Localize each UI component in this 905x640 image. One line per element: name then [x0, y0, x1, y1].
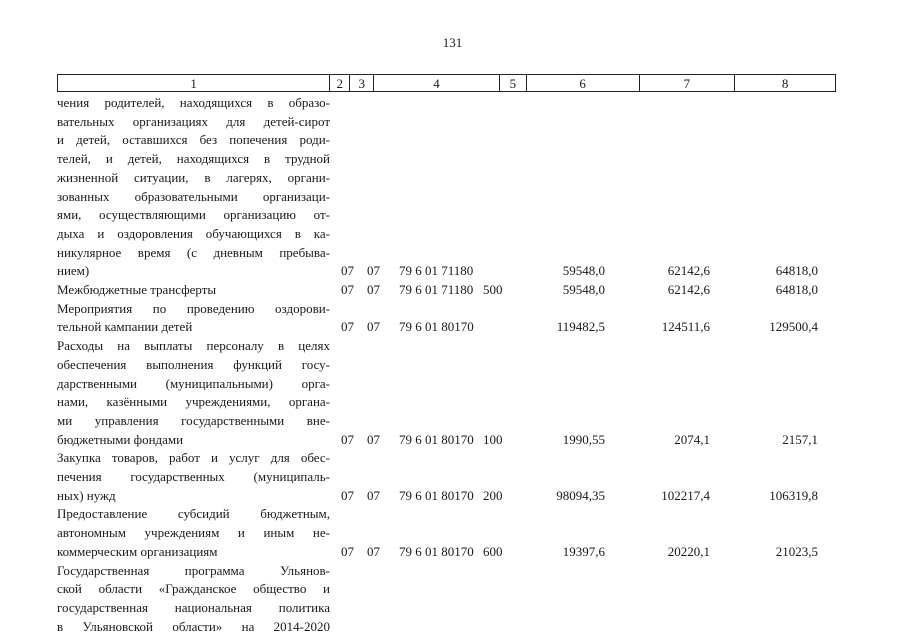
column-header-4: 4 — [374, 75, 500, 91]
table-row — [57, 94, 847, 281]
description-line: телей, и детей, находящихся в трудной — [57, 151, 330, 167]
cell-col8: 106319,8 — [769, 487, 818, 503]
description-line: зованных образовательными организаци- — [57, 188, 330, 204]
cell-col4: 79 6 01 80170 — [399, 543, 474, 559]
row-description — [57, 449, 330, 505]
description-line: государственная национальная политика — [57, 599, 330, 615]
row-description — [57, 94, 330, 281]
column-header-row — [57, 74, 836, 92]
column-header-7: 7 — [640, 75, 736, 91]
description-line: ями, осуществляющими организацию от- — [57, 207, 330, 223]
cell-col4: 79 6 01 80170 — [399, 487, 474, 503]
description-line: бюджетными фондами — [57, 431, 184, 447]
description-line: дыха и оздоровления обучающихся в ка- — [57, 225, 330, 241]
column-header-2: 2 — [330, 75, 350, 91]
cell-col3: 07 — [367, 319, 380, 335]
description-line: дарственными (муниципальными) орга- — [57, 375, 330, 391]
cell-col7: 62142,6 — [667, 282, 710, 298]
description-line: никулярное время (с дневным пребыва- — [57, 244, 330, 260]
column-header-5: 5 — [500, 75, 527, 91]
cell-col8: 64818,0 — [775, 263, 818, 279]
cell-col2: 07 — [341, 282, 354, 298]
cell-col6: 98094,35 — [556, 487, 605, 503]
cell-col6: 1990,55 — [562, 431, 605, 447]
cell-col3: 07 — [367, 487, 380, 503]
description-line: чения родителей, находящихся в образо- — [57, 95, 330, 110]
table-row — [57, 449, 847, 505]
cell-col5: 600 — [483, 543, 503, 559]
table-row — [57, 281, 847, 300]
description-line: нами, казёнными учреждениями, органа- — [57, 394, 330, 410]
cell-col7: 62142,6 — [667, 263, 710, 279]
cell-col7: 20220,1 — [667, 543, 710, 559]
cell-col8: 129500,4 — [769, 319, 818, 335]
description-line: автономным учреждениям и иным не- — [57, 525, 330, 541]
cell-col5: 200 — [483, 487, 503, 503]
description-line: Расходы на выплаты персоналу в целях — [57, 338, 330, 354]
table-row — [57, 337, 847, 449]
column-header-8: 8 — [781, 75, 789, 91]
table-row — [57, 505, 847, 561]
cell-col8: 21023,5 — [775, 543, 818, 559]
description-line: печения государственных (муниципаль- — [57, 469, 330, 485]
row-description — [57, 337, 330, 449]
description-line: нием) — [57, 263, 90, 279]
cell-col6: 19397,6 — [562, 543, 605, 559]
row-description — [57, 505, 330, 561]
cell-col5: 100 — [483, 431, 503, 447]
row-description — [57, 562, 330, 637]
description-line: в Ульяновской области» на 2014-2020 — [57, 618, 330, 634]
table-row — [57, 562, 847, 637]
cell-col6: 59548,0 — [562, 282, 605, 298]
cell-col7: 102217,4 — [661, 487, 710, 503]
cell-col2: 07 — [341, 543, 354, 559]
description-line: Закупка товаров, работ и услуг для обес- — [57, 450, 330, 466]
description-line: обеспечения выполнения функций госу- — [57, 356, 330, 372]
cell-col8: 2157,1 — [782, 431, 818, 447]
description-line: Государственная программа Ульянов- — [57, 562, 330, 578]
description-line: Предоставление субсидий бюджетным, — [57, 506, 330, 522]
cell-col2: 07 — [341, 431, 354, 447]
description-line: Межбюджетные трансферты — [57, 282, 217, 298]
cell-col4: 79 6 01 71180 — [399, 263, 474, 279]
column-header-1: 1 — [58, 75, 330, 91]
cell-col8: 64818,0 — [775, 282, 818, 298]
description-line: Мероприятия по проведению оздорови- — [57, 300, 330, 316]
cell-col6: 59548,0 — [562, 263, 605, 279]
description-line: жизненной ситуации, в лагерях, органи- — [57, 169, 330, 185]
description-line: и детей, оставшихся без попечения роди- — [57, 132, 330, 148]
column-header-3: 3 — [350, 75, 374, 91]
cell-col2: 07 — [341, 319, 354, 335]
description-line: ных) нужд — [57, 487, 116, 503]
cell-col2: 07 — [341, 263, 354, 279]
cell-col7: 124511,6 — [661, 319, 710, 335]
description-line: коммерческим организациям — [57, 543, 218, 559]
cell-col3: 07 — [367, 431, 380, 447]
cell-col3: 07 — [367, 263, 380, 279]
description-line: ской области «Гражданское общество и — [57, 581, 330, 597]
page-number: 131 — [442, 35, 463, 50]
cell-col3: 07 — [367, 543, 380, 559]
description-line: вательных организациях для детей-сирот — [57, 113, 330, 129]
cell-col4: 79 6 01 71180 — [399, 282, 474, 298]
cell-col5: 500 — [483, 282, 503, 298]
row-description — [57, 281, 330, 300]
cell-col4: 79 6 01 80170 — [399, 431, 474, 447]
table-row — [57, 300, 847, 337]
cell-col4: 79 6 01 80170 — [399, 319, 474, 335]
cell-col3: 07 — [367, 282, 380, 298]
cell-col7: 2074,1 — [674, 431, 710, 447]
description-line: тельной кампании детей — [57, 319, 193, 335]
table-body — [57, 94, 847, 636]
row-description — [57, 300, 330, 337]
description-line: ми управления государственными вне- — [57, 412, 330, 428]
cell-col6: 119482,5 — [556, 319, 605, 335]
column-header-6: 6 — [527, 75, 640, 91]
cell-col2: 07 — [341, 487, 354, 503]
